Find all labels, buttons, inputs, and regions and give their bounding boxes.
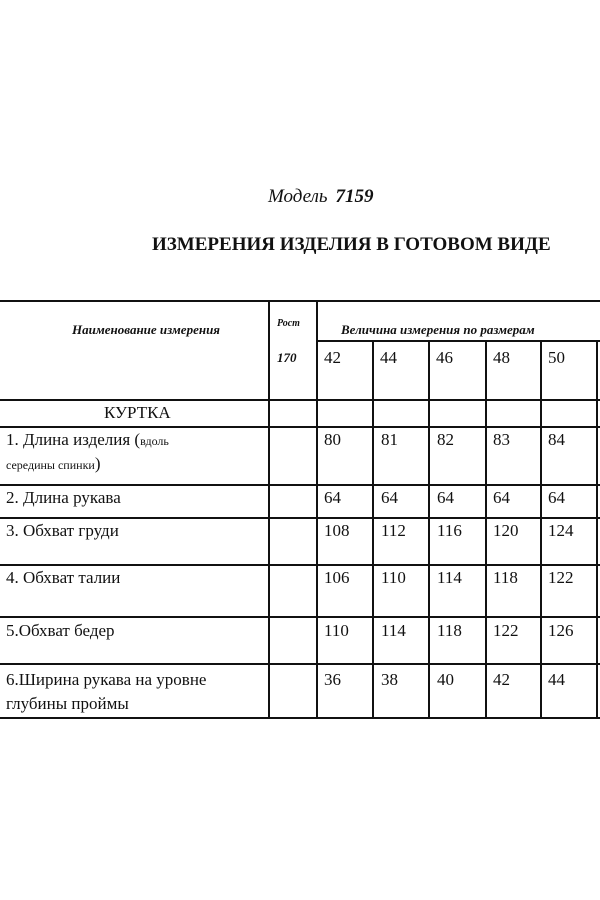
table-cell: 124 bbox=[548, 521, 574, 540]
table-cell: 64 bbox=[493, 488, 510, 507]
table-line bbox=[0, 426, 600, 428]
table-line bbox=[0, 517, 600, 519]
row-label-note: вдоль bbox=[140, 434, 169, 448]
table-line bbox=[0, 484, 600, 486]
row-label: 5.Обхват бедер bbox=[6, 621, 115, 640]
row-label: 2. Длина рукава bbox=[6, 488, 121, 507]
table-line bbox=[428, 340, 430, 717]
row-label-text: ) bbox=[94, 454, 101, 473]
table-cell: 83 bbox=[493, 430, 510, 449]
table-line bbox=[316, 300, 318, 717]
table-cell: 114 bbox=[437, 568, 462, 587]
model-label: Модель bbox=[268, 186, 328, 207]
table-cell: 110 bbox=[324, 621, 349, 640]
table-cell: 64 bbox=[437, 488, 454, 507]
model-number: 7159 bbox=[335, 186, 374, 207]
table-cell: 42 bbox=[493, 670, 510, 689]
table-line bbox=[540, 340, 542, 717]
table-line bbox=[0, 300, 600, 302]
column-header-name: Наименование измерения bbox=[72, 322, 220, 337]
table-line bbox=[485, 340, 487, 717]
table-cell: 38 bbox=[381, 670, 398, 689]
table-line bbox=[317, 340, 600, 342]
table-cell: 36 bbox=[324, 670, 341, 689]
table-cell: 64 bbox=[381, 488, 398, 507]
table-cell: 64 bbox=[324, 488, 341, 507]
table-cell: 82 bbox=[437, 430, 454, 449]
table-cell: 118 bbox=[437, 621, 462, 640]
table-line bbox=[0, 616, 600, 618]
row-label: 4. Обхват талии bbox=[6, 568, 121, 587]
table-cell: 44 bbox=[548, 670, 565, 689]
section-title: КУРТКА bbox=[104, 403, 171, 422]
table-line bbox=[372, 340, 374, 717]
table-cell: 108 bbox=[324, 521, 350, 540]
table-line bbox=[0, 717, 600, 719]
size-header: 46 bbox=[436, 348, 453, 367]
table-cell: 110 bbox=[381, 568, 406, 587]
page-title: ИЗМЕРЕНИЯ ИЗДЕЛИЯ В ГОТОВОМ ВИДЕ bbox=[152, 234, 551, 255]
table-line bbox=[0, 663, 600, 665]
table-line bbox=[596, 340, 598, 717]
table-cell: 84 bbox=[548, 430, 565, 449]
table-cell: 122 bbox=[548, 568, 574, 587]
column-header-height-label: Рост bbox=[277, 318, 300, 329]
table-cell: 114 bbox=[381, 621, 406, 640]
table-line bbox=[0, 399, 600, 401]
row-label-line2 bbox=[6, 454, 101, 474]
table-cell: 126 bbox=[548, 621, 574, 640]
table-line bbox=[0, 564, 600, 566]
table-cell: 81 bbox=[381, 430, 398, 449]
column-header-sizes: Величина измерения по размерам bbox=[341, 322, 535, 337]
row-label: 6.Ширина рукава на уровне bbox=[6, 670, 207, 689]
row-label: 3. Обхват груди bbox=[6, 521, 119, 540]
row-label-note: середины спинки bbox=[6, 458, 95, 472]
table-cell: 122 bbox=[493, 621, 519, 640]
table-cell: 116 bbox=[437, 521, 462, 540]
table-cell: 112 bbox=[381, 521, 406, 540]
row-label-line2: глубины проймы bbox=[6, 694, 129, 713]
column-header-height-value: 170 bbox=[277, 350, 297, 365]
measurements-table bbox=[0, 300, 600, 720]
table-cell: 106 bbox=[324, 568, 350, 587]
table-cell: 80 bbox=[324, 430, 341, 449]
table-line bbox=[268, 300, 270, 717]
size-header: 50 bbox=[548, 348, 565, 367]
size-header: 44 bbox=[380, 348, 397, 367]
table-cell: 64 bbox=[548, 488, 565, 507]
model-caption bbox=[268, 186, 374, 208]
table-cell: 118 bbox=[493, 568, 518, 587]
size-header: 48 bbox=[493, 348, 510, 367]
table-cell: 120 bbox=[493, 521, 519, 540]
table-cell: 40 bbox=[437, 670, 454, 689]
row-label-text: 1. Длина изделия ( bbox=[6, 430, 141, 449]
row-label bbox=[6, 430, 169, 450]
size-header: 42 bbox=[324, 348, 341, 367]
